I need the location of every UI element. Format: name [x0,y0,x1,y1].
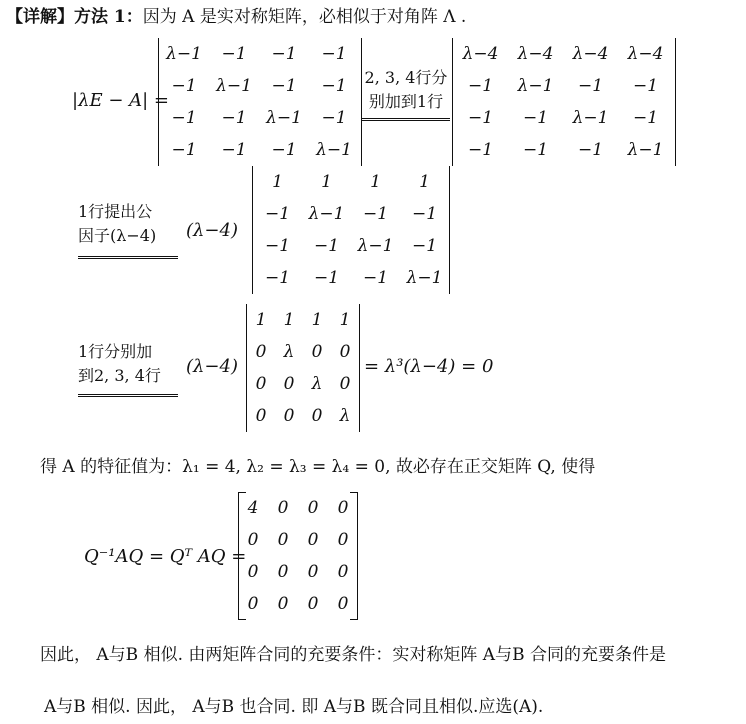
matrix-row [453,134,675,166]
matrix-cell: 1 [283,310,295,330]
matrix-cell: 0 [311,342,323,362]
matrix-cell: 0 [337,594,349,614]
row-op-2-line1: 1行提出公 [78,202,153,221]
matrix-row [253,166,449,198]
matrix-cell: 1 [272,172,283,192]
matrix-cell: −1 [171,140,197,160]
matrix-cell: 0 [307,530,319,550]
matrix-cell: 0 [277,498,289,518]
factor-2: (λ−4) [186,220,238,241]
matrix-cell: 1 [370,172,381,192]
matrix-cell: −1 [362,268,389,288]
matrix-cell: −1 [467,108,494,128]
char-poly-result: = λ³(λ−4) = 0 [364,356,494,377]
header-bracket: 【详解】 [6,7,74,27]
matrix-cell: 1 [321,172,332,192]
matrix-row [247,336,359,368]
matrix-row [453,102,675,134]
matrix-cell: 0 [277,530,289,550]
row-op-2-line2: 因子(λ−4) [78,226,157,245]
matrix-cell: λ−4 [627,44,664,64]
matrix-cell: −1 [321,108,347,128]
matrix-cell: −1 [467,140,494,160]
matrix-cell: 0 [307,562,319,582]
matrix-cell: 4 [247,498,259,518]
matrix-cell: 0 [255,406,267,426]
matrix-cell: −1 [577,76,604,96]
matrix-cell: −1 [321,76,347,96]
matrix-cell: −1 [171,108,197,128]
matrix-step1-result [452,38,676,166]
diag-lhs: Q⁻¹AQ = Qᵀ AQ = [84,546,247,567]
matrix-cell: 1 [255,310,267,330]
factor-3: (λ−4) [186,356,238,377]
matrix-cell: λ−1 [316,140,352,160]
matrix-cell: 0 [277,562,289,582]
matrix-cell: 0 [247,594,259,614]
matrix-cell: −1 [411,204,438,224]
matrix-cell: 0 [255,342,267,362]
matrix-row [253,198,449,230]
matrix-row [159,134,361,166]
matrix-row [253,262,449,294]
matrix-cell: −1 [362,204,389,224]
matrix-cell: 0 [337,498,349,518]
matrix-cell: −1 [264,268,291,288]
matrix-cell: 0 [337,530,349,550]
row-op-3-line1: 1行分别加 [78,342,153,361]
row-op-1 [362,66,450,114]
matrix-cell: −1 [221,108,247,128]
matrix-row [238,588,358,620]
matrix-cell: λ−1 [517,76,554,96]
row-op-2-double-line [78,256,178,259]
matrix-row [453,38,675,70]
matrix-cell: λ−1 [572,108,609,128]
matrix-row [247,304,359,336]
row-op-3-line2: 到2, 3, 4行 [78,366,161,385]
matrix-step3 [246,304,360,432]
matrix-cell: λ−1 [266,108,302,128]
matrix-cell: 0 [247,530,259,550]
matrix-cell: 0 [283,374,295,394]
matrix-cell: λ [339,406,351,426]
header-text: 因为 A 是实对称矩阵，必相似于对角阵 Λ . [142,7,467,27]
char-poly-lhs: |λE − A| = [72,90,170,111]
matrix-cell: λ [283,342,295,362]
matrix-cell: λ−1 [166,44,202,64]
matrix-row [238,492,358,524]
matrix-cell: −1 [577,140,604,160]
matrix-cell: λ−1 [406,268,443,288]
matrix-cell: 0 [247,562,259,582]
matrix-cell: −1 [264,236,291,256]
matrix-row [247,368,359,400]
matrix-cell: λ−1 [357,236,394,256]
matrix-cell: −1 [313,268,340,288]
matrix-cell: −1 [411,236,438,256]
eigenvalues-line: 得 A 的特征值为：λ₁ = 4, λ₂ = λ₃ = λ₄ = 0, 故必存在正交矩阵 Q, 使得 [40,457,596,477]
matrix-row [159,38,361,70]
matrix-cell: −1 [271,44,297,64]
matrix-cell: −1 [321,44,347,64]
diagonal-matrix [238,492,358,620]
conclusion-line-2: A与B 相似. 因此， A与B 也合同. 即 A与B 既合同且相似.应选(A). [44,697,544,717]
row-op-1-line2: 别加到1行 [368,92,444,111]
matrix-cell: −1 [171,76,197,96]
matrix-cell: 0 [339,374,351,394]
matrix-cell: −1 [313,236,340,256]
matrix-cell: 0 [339,342,351,362]
matrix-cell: 0 [277,594,289,614]
matrix-cell: 0 [311,406,323,426]
matrix-row [238,556,358,588]
matrix-lambdaE-minus-A [158,38,362,166]
matrix-cell: λ−1 [308,204,345,224]
row-op-1-line1: 2, 3, 4行分 [364,68,448,87]
matrix-cell: 1 [311,310,323,330]
matrix-cell: −1 [522,108,549,128]
matrix-cell: −1 [221,140,247,160]
matrix-cell: −1 [522,140,549,160]
matrix-cell: 0 [283,406,295,426]
matrix-cell: λ−4 [517,44,554,64]
header-line [6,2,466,27]
matrix-row [253,230,449,262]
conclusion-line-1: 因此， A与B 相似. 由两矩阵合同的充要条件：实对称矩阵 A与B 合同的充要条件是 [40,645,666,665]
row-op-3-double-line [78,394,178,397]
matrix-cell: λ−1 [216,76,252,96]
matrix-cell: 0 [307,594,319,614]
matrix-row [159,70,361,102]
matrix-cell: −1 [271,140,297,160]
row-op-2 [78,200,178,248]
matrix-cell: 0 [337,562,349,582]
matrix-step2 [252,166,450,294]
matrix-cell: −1 [467,76,494,96]
matrix-cell: λ [311,374,323,394]
matrix-cell: 1 [419,172,430,192]
matrix-cell: −1 [632,76,659,96]
matrix-cell: −1 [632,108,659,128]
matrix-cell: λ−4 [462,44,499,64]
matrix-cell: λ−4 [572,44,609,64]
row-op-3 [78,340,178,388]
matrix-cell: 1 [339,310,351,330]
matrix-cell: −1 [221,44,247,64]
matrix-cell: −1 [264,204,291,224]
matrix-cell: λ−1 [627,140,664,160]
method-label: 方法 1： [74,7,143,27]
matrix-row [159,102,361,134]
row-op-1-double-line [362,118,450,121]
matrix-cell: −1 [271,76,297,96]
matrix-row [453,70,675,102]
matrix-cell: 0 [307,498,319,518]
matrix-row [238,524,358,556]
matrix-row [247,400,359,432]
matrix-cell: 0 [255,374,267,394]
